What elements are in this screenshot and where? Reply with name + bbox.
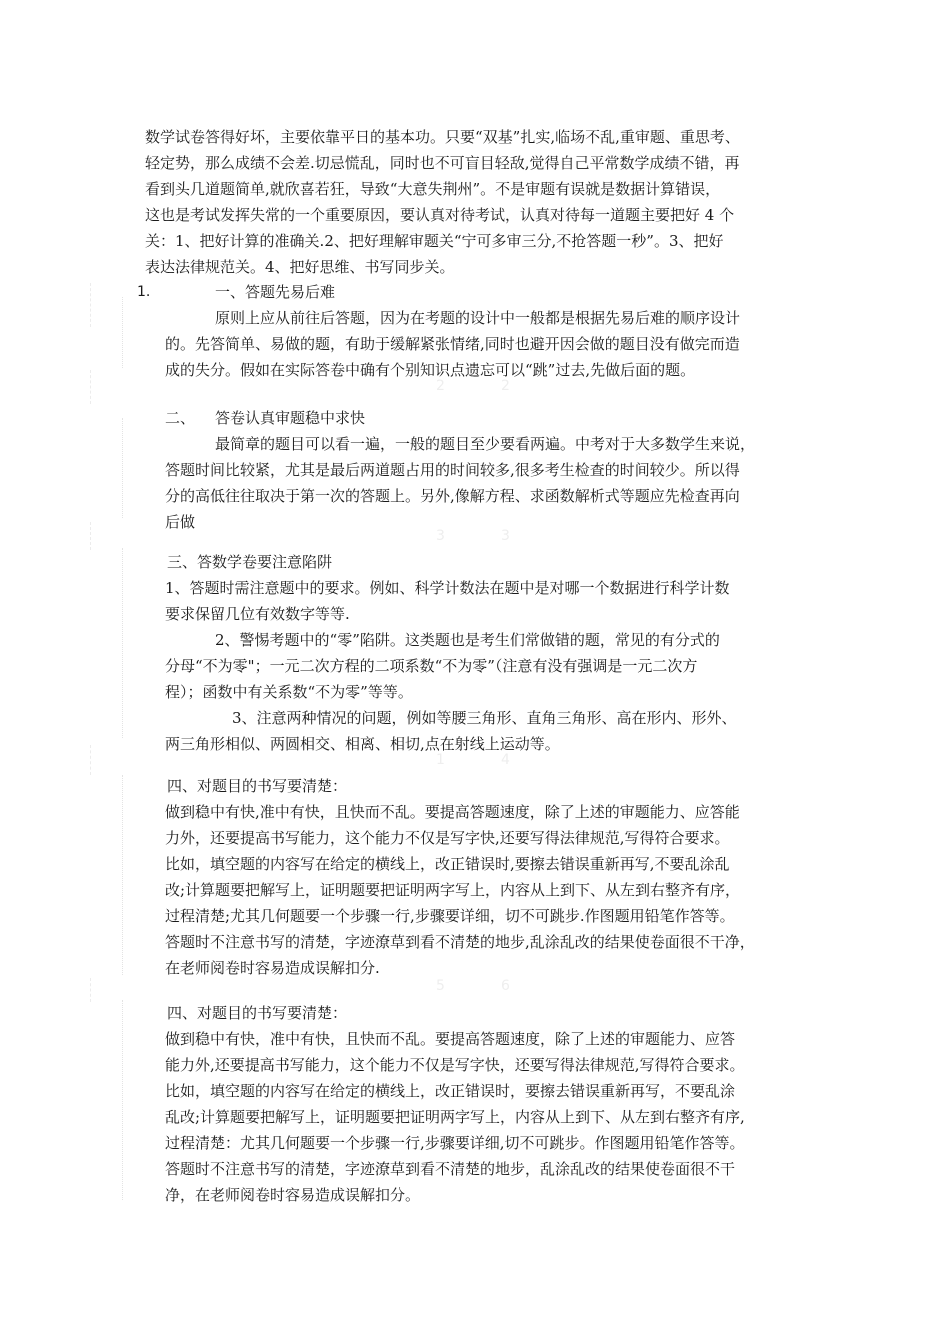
text-line: 表达法律规范关。4、把好思维、书写同步关。 bbox=[145, 258, 455, 276]
text-line: 分的高低往往取决于第一次的答题上。另外,像解方程、求函数解析式等题应先检查再向 bbox=[165, 487, 740, 505]
margin-mark bbox=[90, 370, 91, 404]
text-line: 程）；函数中有关系数“不为零”等等。 bbox=[165, 683, 413, 701]
text-line: 过程清楚;尤其几何题要一个步骤一行,步骤要详细，切不可跳步.作图题用铅笔作答等。 bbox=[165, 907, 735, 925]
text-line: 原则上应从前往后答题，因为在考题的设计中一般都是根据先易后难的顺序设计 bbox=[215, 309, 741, 327]
text-line: 比如，填空题的内容写在给定的横线上，改正错误时，要擦去错误重新再写，不要乱涂 bbox=[165, 1082, 736, 1100]
faint-page-digit: 4 bbox=[501, 752, 510, 768]
faint-page-digit: 2 bbox=[501, 378, 510, 394]
text-line: 改;计算题要把解写上，证明题要把证明两字写上，内容从上到下、从左到右整齐有序， bbox=[165, 881, 741, 899]
text-line: 净，在老师阅卷时容易造成误解扣分。 bbox=[165, 1186, 421, 1204]
section-number: 二、 bbox=[165, 409, 196, 427]
section-heading: 一、答题先易后难 bbox=[215, 283, 336, 301]
text-line: 1、答题时需注意题中的要求。例如、科学计数法在题中是对哪一个数据进行科学计数 bbox=[165, 579, 730, 597]
faint-page-digit: 2 bbox=[436, 378, 445, 394]
text-line: 能力外,还要提高书写能力，这个能力不仅是写字快，还要写得法律规范,写得符合要求。 bbox=[165, 1056, 745, 1074]
text-line: 2、警惕考题中的“零”陷阱。这类题也是考生们常做错的题，常见的有分式的 bbox=[215, 631, 720, 649]
margin-rule bbox=[122, 775, 123, 975]
faint-page-digit: 3 bbox=[501, 528, 510, 544]
faint-page-digit: 1 bbox=[436, 752, 445, 768]
margin-rule bbox=[122, 1000, 123, 1200]
list-number: 1. bbox=[137, 284, 151, 300]
margin-mark bbox=[90, 522, 91, 550]
text-line: 两三角形相似、两圆相交、相离、相切,点在射线上运动等。 bbox=[165, 735, 560, 753]
text-line: 关：1、把好计算的准确关.2、把好理解审题关“宁可多审三分,不抢答题一秒”。3、把好 bbox=[145, 232, 724, 250]
section-heading: 四、对题目的书写要清楚： bbox=[167, 1004, 348, 1022]
section-heading: 三、答数学卷要注意陷阱 bbox=[167, 553, 333, 571]
text-line: 答题时不注意书写的清楚，字迹潦草到看不清楚的地步,乱涂乱改的结果使卷面很不干净， bbox=[165, 933, 755, 951]
text-line: 过程清楚：尤其几何题要一个步骤一行,步骤要详细,切不可跳步。作图题用铅笔作答等。 bbox=[165, 1134, 745, 1152]
text-line: 看到头几道题简单,就欣喜若狂，导致“大意失荆州”。不是审题有误就是数据计算错误， bbox=[145, 180, 721, 198]
text-line: 比如，填空题的内容写在给定的横线上，改正错误时,要擦去错误重新再写,不要乱涂乱 bbox=[165, 855, 730, 873]
text-line: 分母“不为零"；一元二次方程的二项系数“不为零”（注意有没有强调是一元二次方 bbox=[165, 657, 698, 675]
text-line: 答题时间比较紧，尤其是最后两道题占用的时间较多,很多考生检查的时间较少。所以得 bbox=[165, 461, 740, 479]
section-heading: 四、对题目的书写要清楚： bbox=[167, 777, 348, 795]
faint-page-digit: 5 bbox=[436, 978, 445, 994]
faint-page-digit: 3 bbox=[436, 528, 445, 544]
section-heading: 答卷认真审题稳中求快 bbox=[215, 409, 366, 427]
text-line: 最简章的题目可以看一遍，一般的题目至少要看两遍。中考对于大多数学生来说， bbox=[215, 435, 756, 453]
margin-mark bbox=[90, 978, 91, 1002]
text-line: 做到稳中有快，准中有快，且快而不乱。要提高答题速度，除了上述的审题能力、应答 bbox=[165, 1030, 736, 1048]
faint-page-digit: 6 bbox=[501, 978, 510, 994]
text-line: 答题时不注意书写的清楚，字迹潦草到看不清楚的地步，乱涂乱改的结果使卷面很不干 bbox=[165, 1160, 736, 1178]
margin-rule bbox=[122, 548, 123, 738]
margin-rule bbox=[122, 418, 123, 518]
text-line: 要求保留几位有效数字等等. bbox=[165, 605, 350, 623]
text-line: 数学试卷答得好坏，主要依靠平日的基本功。只要“双基”扎实,临场不乱,重审题、重思考、 bbox=[145, 128, 740, 146]
text-line: 在老师阅卷时容易造成误解扣分. bbox=[165, 959, 380, 977]
text-line: 3、注意两种情况的问题，例如等腰三角形、直角三角形、高在形内、形外、 bbox=[232, 709, 737, 727]
text-line: 轻定势，那么成绩不会差.切忌慌乱，同时也不可盲目轻敌,觉得自己平常数学成绩不错，再 bbox=[145, 154, 740, 172]
text-line: 乱改;计算题要把解写上，证明题要把证明两字写上，内容从上到下、从左到右整齐有序, bbox=[165, 1108, 745, 1126]
text-line: 做到稳中有快,准中有快，且快而不乱。要提高答题速度，除了上述的审题能力、应答能 bbox=[165, 803, 740, 821]
text-line: 成的失分。假如在实际答卷中确有个别知识点遗忘可以“跳”过去,先做后面的题。 bbox=[165, 361, 696, 379]
text-line: 的。先答简单、易做的题，有助于缓解紧张情绪,同时也避开因会做的题目没有做完而造 bbox=[165, 335, 740, 353]
text-line: 这也是考试发挥失常的一个重要原因，要认真对待考试，认真对待每一道题主要把好 4 个 bbox=[145, 206, 735, 224]
text-line: 力外，还要提高书写能力，这个能力不仅是写字快,还要写得法律规范,写得符合要求。 bbox=[165, 829, 730, 847]
margin-mark bbox=[90, 745, 91, 775]
text-line: 后做 bbox=[165, 513, 196, 531]
margin-rule bbox=[122, 297, 123, 368]
margin-mark bbox=[90, 283, 91, 327]
